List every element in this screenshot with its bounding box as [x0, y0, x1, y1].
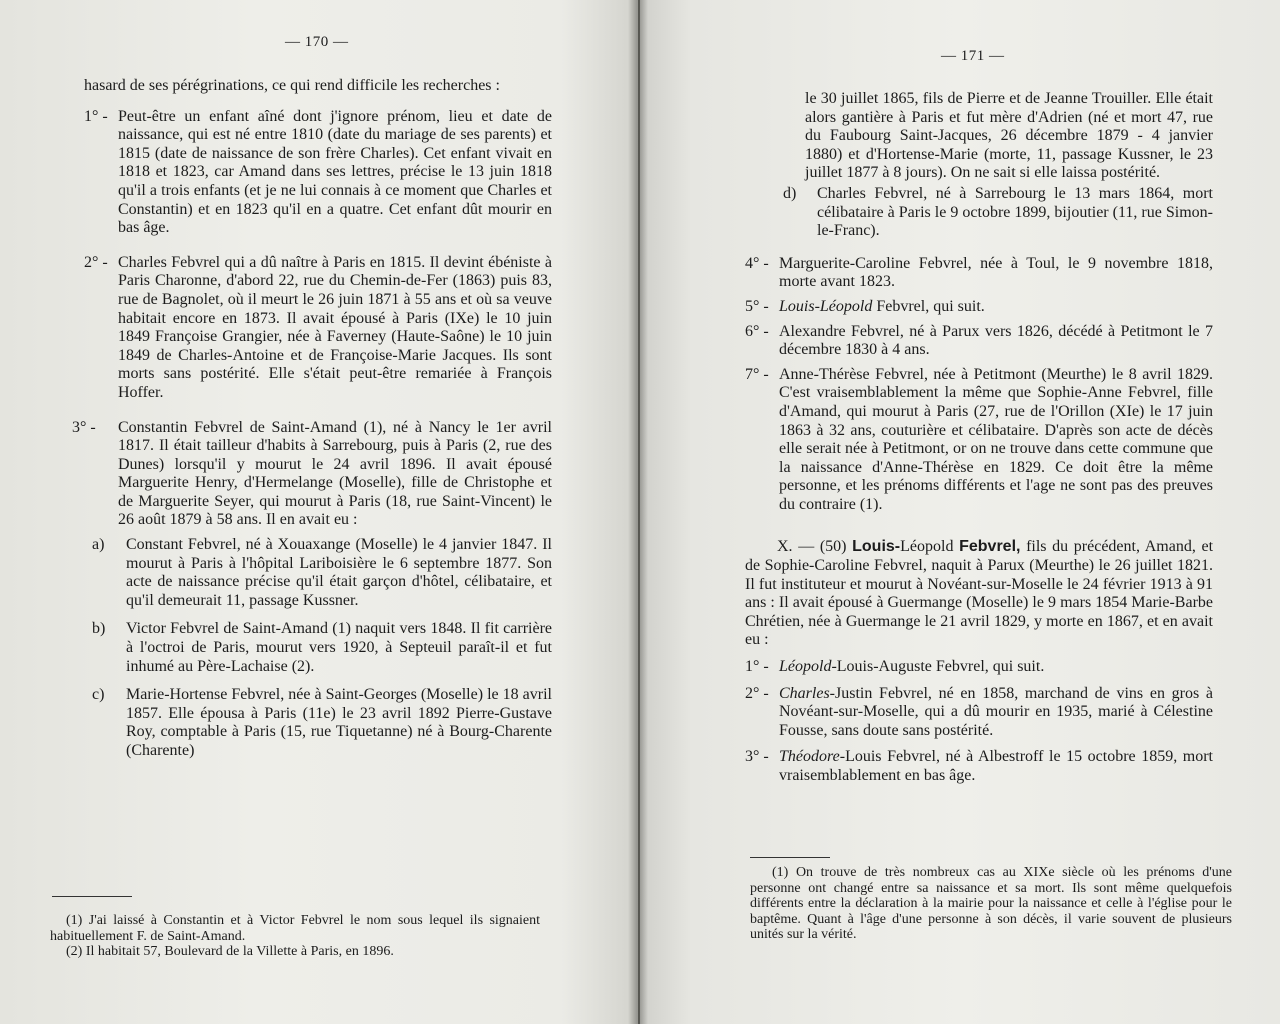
- item-text: Marguerite-Caroline Febvrel, née à Toul, le 9 novembre 1818, morte avant 1823.: [779, 254, 1213, 291]
- child-item-3: [745, 748, 1213, 785]
- item-number: 2° -: [745, 684, 769, 702]
- left-page: [0, 0, 638, 1024]
- subitem-text: Marie-Hortense Febvrel, née à Saint-Georges (Moselle) le 18 avril 1857. Elle épousa à Paris (11e) le 23 avril 1892 Pierre-Gustave Roy, comptable à Paris (15, rue Tiquetanne) né à Bourg-Charente (Charente): [126, 686, 552, 759]
- child-item-1: [745, 658, 1213, 677]
- subitem-c: [92, 686, 552, 760]
- list-item-4: [745, 255, 1213, 292]
- list-item-5: [745, 298, 1213, 317]
- subitem-d: [783, 185, 1213, 241]
- item-text: -Justin Febvrel, né en 1858, marchand de vins en gros à Novéant-sur-Moselle, qui a dû mourir en 1935, marié à Célestine Fousse, sans doute sans postérité.: [779, 684, 1213, 739]
- item-number: 4° -: [745, 254, 769, 272]
- section-name-bold-1: Louis-: [852, 538, 901, 556]
- footnote-separator-right: [750, 857, 830, 858]
- item-text: Febvrel, qui suit.: [872, 297, 985, 315]
- section-text: fils du précédent, Amand, et de Sophie-Caroline Febvrel, naquit à Parux (Meurthe) le 26 juillet 1821. Il fut instituteur et mourut à Novéant-sur-Moselle le 24 février 1913 à 91 ans : Il avait épousé à Guermange (Moselle) le 9 mars 1854 Marie-Barbe Chrétien, née à Guermange le 21 avril 1829, y morte en 1867, et en avait eu :: [745, 538, 1214, 649]
- item-italic-name: Louis-Léopold: [779, 297, 873, 315]
- section-name-bold-2: Febvrel,: [959, 538, 1021, 556]
- item-text: -Louis-Auguste Febvrel, qui suit.: [831, 658, 1045, 676]
- intro-paragraph: hasard de ses pérégrinations, ce qui rend difficile les recherches :: [84, 77, 500, 94]
- item-text: Anne-Thérèse Febvrel, née à Petitmont (Meurthe) le 8 avril 1829. C'est vraisemblablement la même que Sophie-Anne Febvrel, fille d'Amand, qui mourut à Paris (27, rue de l'Orillon (XIe) le 17 juin 1863 à 32 ans, couturière et célibataire. D'après son acte de décès elle serait née à Petitmont, or on ne trouve dans cette commune que la naissance d'Anne-Thérèse en 1829. Ce doit être la même personne, et les prénoms différents et l'age ne sont pas des preuves du contraire (1).: [779, 365, 1213, 513]
- section-name-mid: Léopold: [900, 538, 960, 556]
- item-number: 1° -: [745, 658, 769, 676]
- item-number: 7° -: [745, 365, 769, 383]
- item-text: Peut-être un enfant aîné dont j'ignore prénom, lieu et date de naissance, qui est né entre 1810 (date du mariage de ses parents) et 1815 (date de naissance de son frère Charles). Cet enfant vivait en 1818 et 1823, car Amand dans ses lettres, précise le 13 juin 1818 qu'il a trois enfants (et je ne lui connais à ce moment que Charles et Constantin) et en 1823 qu'il en a quatre. Cet enfant dût mourir en bas âge.: [118, 107, 552, 237]
- list-item-7: [745, 366, 1213, 515]
- continued-paragraph: le 30 juillet 1865, fils de Pierre et de Jeanne Trouiller. Elle était alors gantière à Paris et fut mère d'Adrien (né et mort 47, rue du Faubourg Saint-Jacques, 26 décembre 1879 - 4 janvier 1880) et d'Hortense-Marie (morte, 11, passage Kussner, le 23 juillet 1877 à 8 jours). On ne sait si elle laissa postérité.: [805, 90, 1213, 182]
- footnote-1: (1) J'ai laissé à Constantin et à Victor Febvrel le nom sous lequel ils signaient habituellement F. de Saint-Amand.: [50, 913, 540, 944]
- list-item-2: [84, 254, 552, 403]
- list-item-1: [84, 108, 552, 238]
- right-page-body: [745, 90, 1213, 786]
- subitem-letter: c): [92, 686, 105, 704]
- footnote-right-1: (1) On trouve de très nombreux cas au XIXe siècle où les prénoms d'une personne ont changé entre sa naissance et sa mort. Ils sont même quelquefois différents entre la déclaration à la mairie pour la naissance et celle à l'église pour le baptême. Quant à l'âge d'une personne à son décès, il varie souvent de plusieurs unités sur la vérité.: [750, 865, 1232, 943]
- right-footnotes: [750, 865, 1232, 943]
- item-italic-name: Théodore: [779, 748, 840, 766]
- item-text: Alexandre Febvrel, né à Parux vers 1826, décédé à Petitmont le 7 décembre 1830 à 4 ans.: [779, 322, 1213, 359]
- subitem-text: Charles Febvrel, né à Sarrebourg le 13 mars 1864, mort célibataire à Paris le 9 octobre 1899, bijoutier (11, rue Simon-le-Franc).: [817, 184, 1213, 240]
- subitem-letter: b): [92, 620, 106, 638]
- item-number: 6° -: [745, 322, 769, 340]
- subitem-b: [92, 620, 552, 676]
- subitem-letter: a): [92, 536, 105, 554]
- item-italic-name: Léopold: [779, 658, 832, 676]
- item-text: Constantin Febvrel de Saint-Amand (1), né à Nancy le 1er avril 1817. Il était tailleur d'habits à Sarrebourg, puis à Paris (2, rue des Dunes) lorsqu'il y mourut le 24 avril 1896. Il avait épousé Marguerite Henry, d'Hermelange (Moselle), fille de Christophe et de Marguerite Seyer, qui mourut à Paris (18, rue Saint-Vincent) le 26 août 1879 à 58 ans. Il en avait eu :: [118, 418, 552, 529]
- subitem-text: Constant Febvrel, né à Xouaxange (Moselle) le 4 janvier 1847. Il mourut à Paris à l'hôpital Lariboisière le 6 septembre 1877. Son acte de naissance précise qu'il était garçon d'hôtel, célibataire, et qu'il demeurait 11, passage Kussner.: [126, 536, 552, 609]
- item-text: Charles Febvrel qui a dû naître à Paris en 1815. Il devint ébéniste à Paris Charonne, d'abord 22, rue du Chemin-de-Fer (1863) puis 83, rue de Bagnolet, où il meurt le 26 juin 1871 à 55 ans et où sa veuve habitait encore en 1873. Il avait épousé à Paris (IXe) le 10 juin 1849 Françoise Grangier, née à Faverney (Haute-Saône) le 10 juin 1849 de Charles-Antoine et de Françoise-Marie Jacques. Ils sont morts sans postérité. Elle s'était peut-être remariée à François Hoffer.: [118, 253, 552, 401]
- subitem-letter: d): [783, 184, 797, 202]
- item-number: 1° -: [84, 107, 108, 125]
- list-item-6: [745, 323, 1213, 360]
- footnote-2: (2) Il habitait 57, Boulevard de la Villette à Paris, en 1896.: [66, 944, 394, 960]
- item-number: 5° -: [745, 297, 769, 315]
- book-gutter: [628, 0, 648, 1024]
- subitem-a: [92, 536, 552, 610]
- list-item-3: [72, 418, 552, 531]
- footnote-separator: [52, 896, 132, 897]
- item-number: 3° -: [745, 748, 769, 766]
- item-text: -Louis Febvrel, né à Albestroff le 15 octobre 1859, mort vraisemblablement en bas âge.: [779, 748, 1213, 784]
- child-item-2: [745, 685, 1213, 741]
- page-number-171: — 171 —: [941, 48, 1005, 64]
- left-footnotes: [50, 913, 540, 960]
- section-lead: X. — (50): [777, 538, 853, 556]
- item-italic-name: Charles: [779, 684, 830, 702]
- section-x-paragraph: [745, 538, 1213, 650]
- left-page-body: [72, 77, 552, 761]
- item-number: 2° -: [84, 253, 108, 271]
- item-number: 3° -: [72, 418, 96, 436]
- subitem-text: Victor Febvrel de Saint-Amand (1) naquit vers 1848. Il fit carrière à l'octroi de Paris, mourut vers 1920, à Septeuil paraît-il et fut inhumé au Père-Lachaise (2).: [126, 620, 552, 675]
- page-number-170: — 170 —: [285, 34, 349, 50]
